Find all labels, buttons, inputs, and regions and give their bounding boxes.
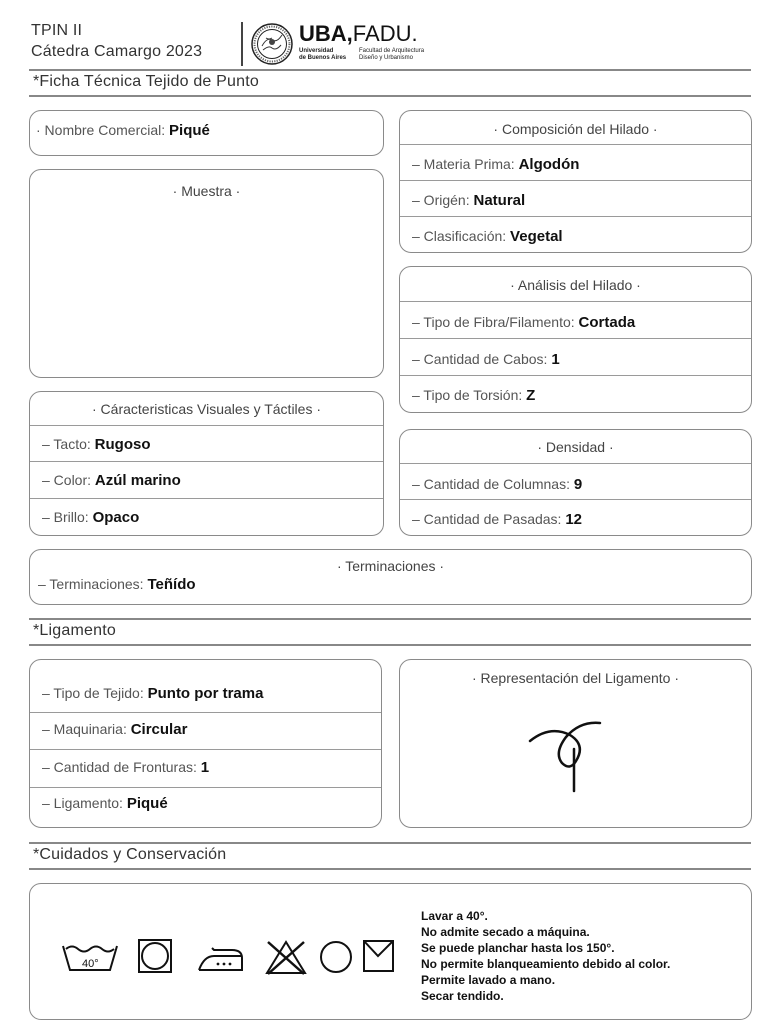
analisis-row: – Cantidad de Cabos: 1: [400, 338, 751, 376]
representacion-title: · Representación del Ligamento ·: [471, 670, 679, 686]
course-chair: Cátedra Camargo 2023: [31, 43, 203, 60]
uba-fadu-wordmark: UBA,FADU.: [299, 21, 418, 46]
section-top-rule: [29, 618, 751, 620]
uba-seal-logo: [250, 22, 294, 66]
header-divider: [241, 22, 243, 66]
nombre-comercial-box: [29, 110, 384, 156]
tejido-row: – Tipo de Tejido: Punto por trama: [42, 685, 264, 702]
terminaciones-title: · Terminaciones ·: [336, 558, 445, 574]
visuales-row: – Tacto: Rugoso: [30, 425, 383, 462]
tejido-row: – Ligamento: Piqué: [30, 787, 381, 828]
representacion-box: [399, 659, 752, 828]
faculty-name: Facultad de Arquitectura Diseño y Urbanismo: [359, 48, 425, 61]
analisis-box: [399, 266, 752, 413]
composicion-row: – Materia Prima: Algodón: [400, 144, 751, 181]
section-bottom-rule: [29, 95, 751, 97]
visuales-title: · Cáracteristicas Visuales y Táctiles ·: [92, 401, 321, 417]
analisis-row: – Tipo de Torsión: Z: [400, 375, 751, 413]
densidad-row: – Cantidad de Pasadas: 12: [400, 499, 751, 536]
densidad-title: · Densidad ·: [537, 439, 614, 455]
nombre-comercial-field: · Nombre Comercial: Piqué: [36, 122, 210, 139]
visuales-row: – Color: Azúl marino: [30, 461, 383, 499]
composicion-box: [399, 110, 752, 253]
course-code: TPIN II: [31, 22, 83, 39]
line-dry-icon: [362, 938, 396, 974]
care-instruction: No admite secado a máquina.: [421, 925, 590, 939]
care-instructions-list: [421, 908, 670, 1004]
section-title-cuidados: *Cuidados y Conservación: [33, 846, 227, 863]
section-bottom-rule: [29, 644, 751, 646]
section-top-rule: [29, 842, 751, 844]
densidad-box: [399, 429, 752, 536]
no-tumble-dry-icon: [136, 938, 176, 974]
composicion-title: · Composición del Hilado ·: [493, 121, 658, 137]
terminaciones-field: – Terminaciones: Teñído: [38, 576, 196, 593]
hand-wash-circle-icon: [318, 940, 354, 974]
university-name: Universidad de Buenos Aires: [299, 48, 347, 61]
wash-40-icon: [60, 940, 120, 974]
terminaciones-box: [29, 549, 752, 605]
muestra-box: [29, 169, 384, 378]
stitch-diagram-icon: [520, 715, 630, 795]
section-title-ficha: *Ficha Técnica Tejido de Punto: [33, 73, 259, 90]
tejido-row: – Maquinaria: Circular: [30, 712, 381, 750]
section-bottom-rule: [29, 868, 751, 870]
care-instruction: Lavar a 40°.: [421, 909, 488, 923]
densidad-row: – Cantidad de Columnas: 9: [400, 463, 751, 500]
care-instruction: No permite blanqueamiento debido al color.: [421, 957, 671, 971]
section-title-ligamento: *Ligamento: [33, 622, 116, 639]
care-instruction: Permite lavado a mano.: [421, 973, 556, 987]
iron-medium-icon: [196, 944, 248, 974]
tejido-box: [29, 659, 382, 828]
section-top-rule: [29, 69, 751, 71]
visuales-row: – Brillo: Opaco: [30, 498, 383, 536]
analisis-title: · Análisis del Hilado ·: [510, 277, 641, 293]
no-bleach-icon: [264, 938, 308, 976]
visuales-box: [29, 391, 384, 536]
muestra-title: · Muestra ·: [172, 183, 241, 199]
care-instruction: Secar tendido.: [421, 989, 504, 1003]
tejido-row: – Cantidad de Fronturas: 1: [30, 749, 381, 788]
analisis-row: – Tipo de Fibra/Filamento: Cortada: [400, 301, 751, 339]
composicion-row: – Origén: Natural: [400, 180, 751, 217]
composicion-row: – Clasificación: Vegetal: [400, 216, 751, 253]
care-instruction: Se puede planchar hasta los 150°.: [421, 941, 615, 955]
svg-text:40°: 40°: [82, 958, 99, 970]
